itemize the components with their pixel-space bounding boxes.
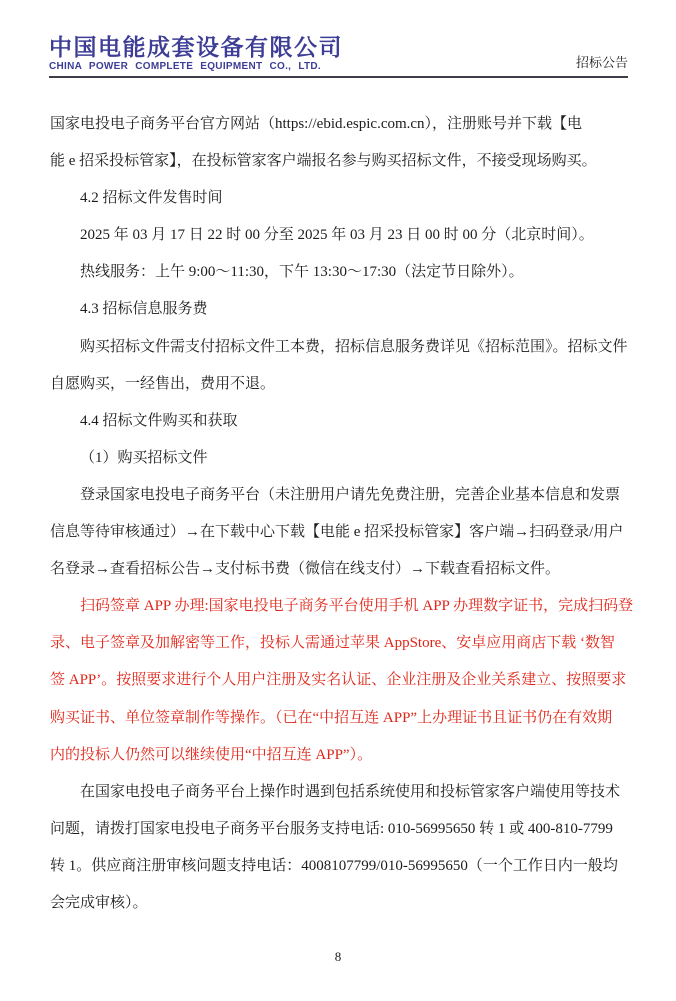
page-header (49, 29, 628, 78)
page-number: 8 (334, 949, 342, 964)
doc-line: 问题，请拨打国家电投电子商务平台服务支持电话: 010-56995650 转 1 或 400-810-7799 (50, 820, 613, 837)
doc-line: 4.2 招标文件发售时间 (80, 190, 223, 207)
doc-line: 国家电投电子商务平台官方网站（https://ebid.espic.com.cn），注册账号并下载【电 (50, 116, 583, 132)
doc-line: 自愿购买，一经售出，费用不退。 (50, 375, 276, 392)
doc-line: 4.3 招标信息服务费 (80, 301, 208, 318)
doc-line: 录、电子签章及加解密等工作，投标人需通过苹果 AppStore、安卓应用商店下载 ‘数智 (50, 635, 615, 652)
doc-line: 签 APP’。按照要求进行个人用户注册及实名认证、企业注册及企业关系建立、按照要求 (50, 672, 627, 689)
doc-line: 登录国家电投电子商务平台（未注册用户请先免费注册，完善企业基本信息和发票 (80, 486, 621, 503)
doc-line: 2025 年 03 月 17 日 22 时 00 分至 2025 年 03 月 23 日 00 时 00 分（北京时间）。 (80, 227, 594, 244)
doc-line: 扫码签章 APP 办理:国家电投电子商务平台使用手机 APP 办理数字证书，完成扫码登 (80, 598, 634, 615)
company-name-en: CHINA POWER COMPLETE EQUIPMENT CO., LTD. (49, 61, 321, 72)
doc-line: 名登录→查看招标公告→支付标书费（微信在线支付）→下载查看招标文件。 (50, 561, 561, 578)
doc-line: 4.4 招标文件购买和获取 (80, 412, 238, 429)
doc-line: 在国家电投电子商务平台上操作时遇到包括系统使用和投标管家客户端使用等技术 (80, 783, 621, 800)
doc-line: 转 1。供应商注册审核问题支持电话：4008107799/010-56995650（一个工作日内一般均 (50, 857, 618, 874)
doc-type-label: 招标公告 (575, 55, 628, 70)
doc-line: 热线服务：上午 9:00～11:30，下午 13:30～17:30（法定节日除外）。 (80, 264, 524, 281)
doc-line: （1）购买招标文件 (80, 449, 208, 466)
document-body (50, 106, 634, 922)
company-logo (49, 35, 343, 72)
doc-line: 会完成审核）。 (50, 894, 148, 911)
doc-line: 能 e 招采投标管家】，在投标管家客户端报名参与购买招标文件，不接受现场购买。 (50, 153, 597, 170)
doc-line: 信息等待审核通过）→在下载中心下载【电能 e 招采投标管家】客户端→扫码登录/用户 (50, 524, 624, 541)
doc-line: 内的投标人仍然可以继续使用“中招互连 APP”）。 (50, 746, 373, 763)
doc-line: 购买招标文件需支付招标文件工本费，招标信息服务费详见《招标范围》。招标文件 (80, 338, 628, 355)
company-name-cn: 中国电能成套设备有限公司 (49, 33, 343, 60)
doc-line: 购买证书、单位签章制作等操作。（已在“中招互连 APP”上办理证书且证书仍在有效期 (50, 709, 613, 726)
